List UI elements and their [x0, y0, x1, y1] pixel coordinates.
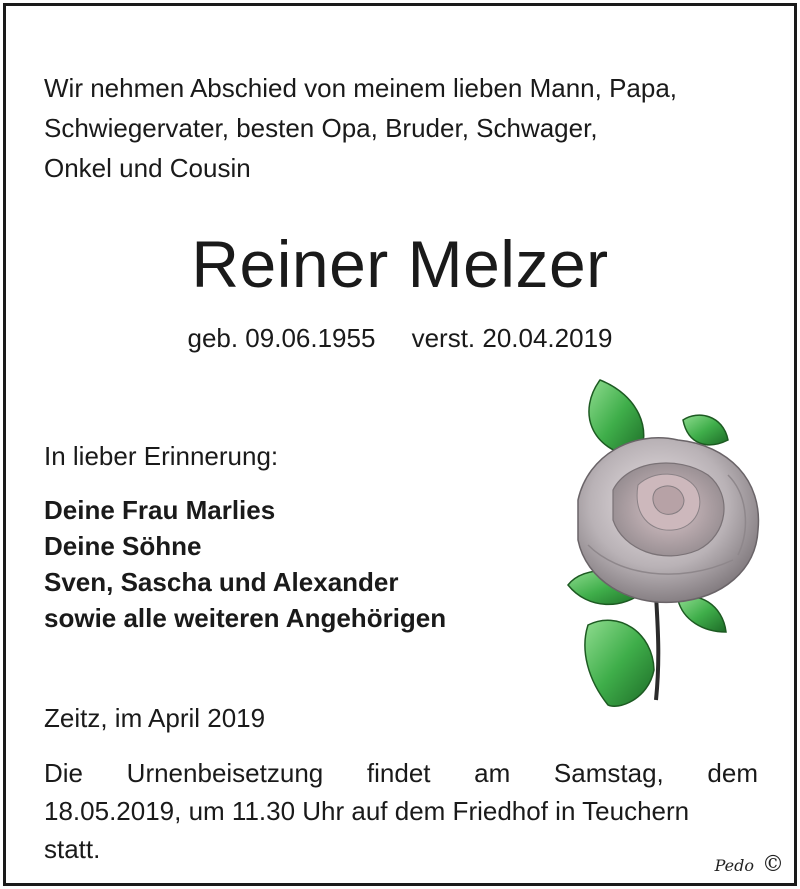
- artist-name: Pedo: [714, 856, 754, 875]
- burial-line: Die Urnenbeisetzung findet am Samstag, dem: [44, 758, 758, 788]
- birth-date: geb. 09.06.1955: [187, 323, 376, 353]
- deceased-name: Reiner Melzer: [191, 227, 609, 301]
- intro-line: Onkel und Cousin: [44, 153, 251, 183]
- mourner-line: Deine Söhne: [44, 531, 202, 561]
- intro-line: Schwiegervater, besten Opa, Bruder, Schwager,: [44, 113, 598, 143]
- copyright-icon: ©: [762, 852, 784, 877]
- burial-line: 18.05.2019, um 11.30 Uhr auf dem Friedhof in Teuchern: [44, 796, 690, 826]
- memory-heading: In lieber Erinnerung:: [44, 441, 279, 471]
- obituary-notice: [3, 3, 797, 886]
- mourner-line: sowie alle weiteren Angehörigen: [44, 603, 447, 633]
- place-date: Zeitz, im April 2019: [44, 703, 266, 733]
- rose-icon: [558, 370, 778, 715]
- burial-notice: [44, 754, 758, 868]
- mourners-list: [44, 492, 446, 636]
- intro-line: Wir nehmen Abschied von meinem lieben Mann, Papa,: [44, 73, 678, 103]
- artist-signature: [715, 852, 784, 877]
- mourner-line: Deine Frau Marlies: [44, 495, 276, 525]
- life-dates: [6, 320, 794, 356]
- intro-text: [44, 68, 764, 188]
- burial-line: statt.: [44, 834, 101, 864]
- mourner-line: Sven, Sascha und Alexander: [44, 567, 399, 597]
- death-date: verst. 20.04.2019: [411, 323, 613, 353]
